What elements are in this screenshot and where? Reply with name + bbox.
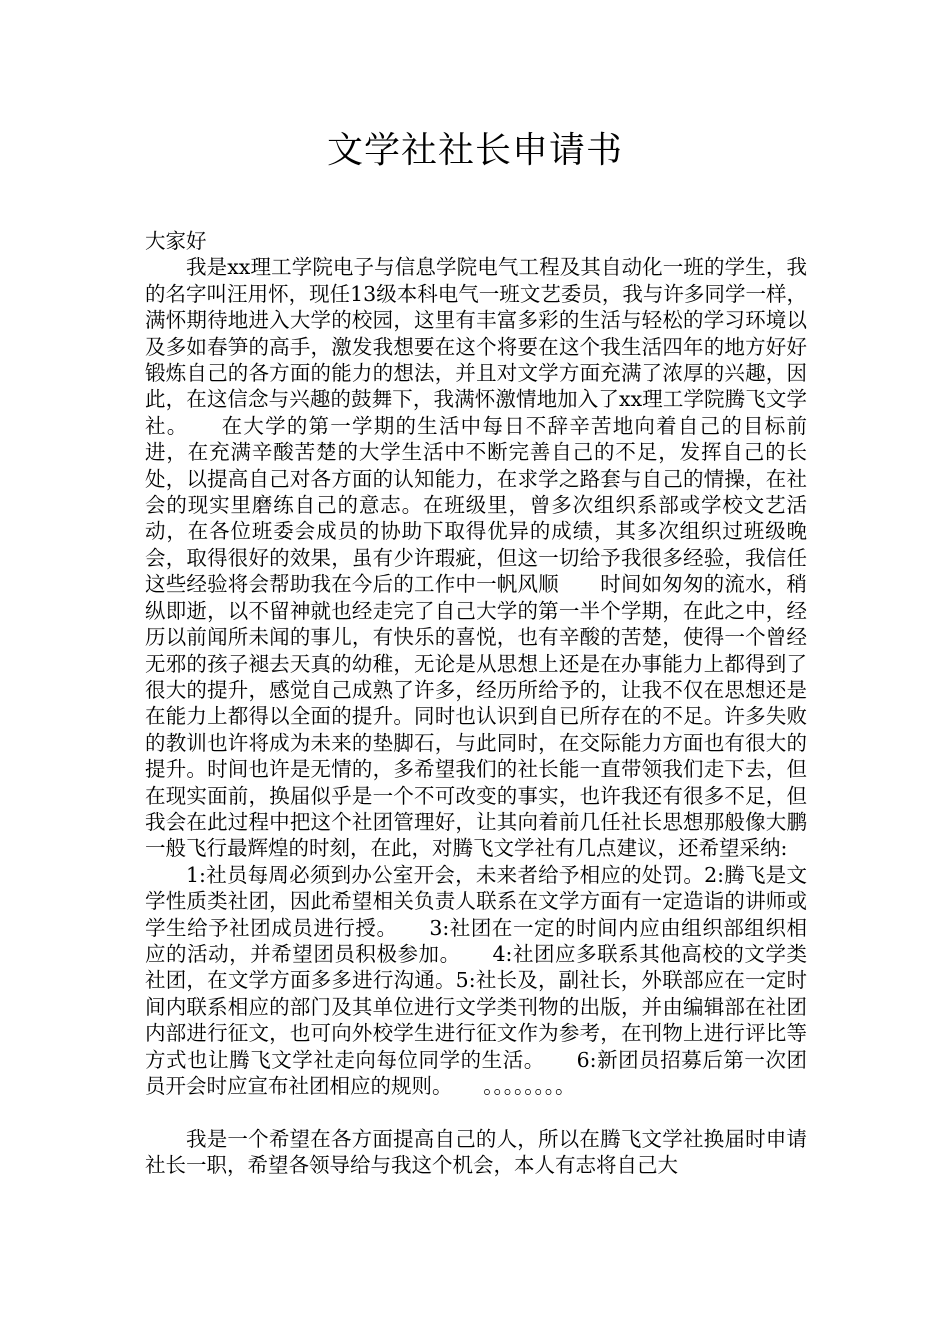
paragraph-intro: 我是xx理工学院电子与信息学院电气工程及其自动化一班的学生，我的名字叫汪用怀，现任13级本科电气一班文艺委员，我与许多同学一样，满怀期待地进入大学的校园，这里有丰富多彩的生活与轻松的学习环境以及多如春笋的高手，激发我想要在这个将要在这个我生活四年的地方好好锻炼自己的各方面的能力的想法，并且对文学方面充满了浓厚的兴趣，因此，在这信念与兴趣的鼓舞下，我满怀激情地加入了xx理工学院腾飞文学社。 在大学的第一学期的生活中每日不辞辛苦地向着自己的目标前进，在充满辛酸苦楚的大学生活中不断完善自己的不足，发挥自己的长处，以提高自己对各方面的认知能力，在求学之路套与自己的情操，在社会的现实里磨练自己的意志。在班级里，曾多次组织系部或学校文艺活动，在各位班委会成员的协助下取得优异的成绩，其多次组织过班级晚会，取得很好的效果，虽有少许瑕疵，但这一切给予我很多经验，我信任这些经验将会帮助我在今后的工作中一帆风顺 时间如匆匆的流水，稍纵即逝，以不留神就也经走完了自己大学的第一半个学期，在此之中，经历以前闻所未闻的事儿，有快乐的喜悦，也有辛酸的苦楚，使得一个曾经无邪的孩子褪去天真的幼稚，无论是从思想上还是在办事能力上都得到了很大的提升，感觉自己成熟了许多，经历所给予的，让我不仅在思想还是在能力上都得以全面的提升。同时也认识到自已所存在的不足。许多失败的教训也许将成为未来的垫脚石，与此同时，在交际能力方面也有很大的提升。时间也许是无情的，多希望我们的社长能一直带领我们走下去，但在现实面前，换届似乎是一个不可改变的事实，也许我还有很多不足，但我会在此过程中把这个社团管理好，让其向着前几任社长思想那般像大鹏一般飞行最辉煌的时刻，在此，对腾飞文学社有几点建议，还希望采纳:: [145, 255, 807, 861]
paragraph-spacer: [145, 1099, 807, 1125]
document-title: 文学社社长申请书: [326, 130, 623, 171]
greeting: 大家好: [145, 229, 207, 253]
paragraph-closing: 我是一个希望在各方面提高自己的人，所以在腾飞文学社换届时申请社长一职，希望各领导给与我这个机会，本人有志将自己大: [145, 1126, 807, 1178]
paragraph-suggestions: 1:社员每周必须到办公室开会，未来者给予相应的处罚。2:腾飞是文学性质类社团，因此希望相关负责人联系在文学方面有一定造诣的讲师或学生给予社团成员进行授。 3:社团在一定的时间内应由组织部组织相应的活动，并希望团员积极参加。 4:社团应多联系其他高校的文学类社团，在文学方面多多进行沟通。5:社长及，副社长，外联部应在一定时间内联系相应的部门及其单位进行文学类刊物的出版，并由编辑部在社团内部进行征文，也可向外校学生进行征文作为参考，在刊物上进行评比等方式也让腾飞文学社走向每位同学的生活。 6:新团员招募后第一次团员开会时应宣布社团相应的规则。 。。。。。。。。: [145, 862, 807, 1098]
document-body: [145, 228, 807, 1179]
